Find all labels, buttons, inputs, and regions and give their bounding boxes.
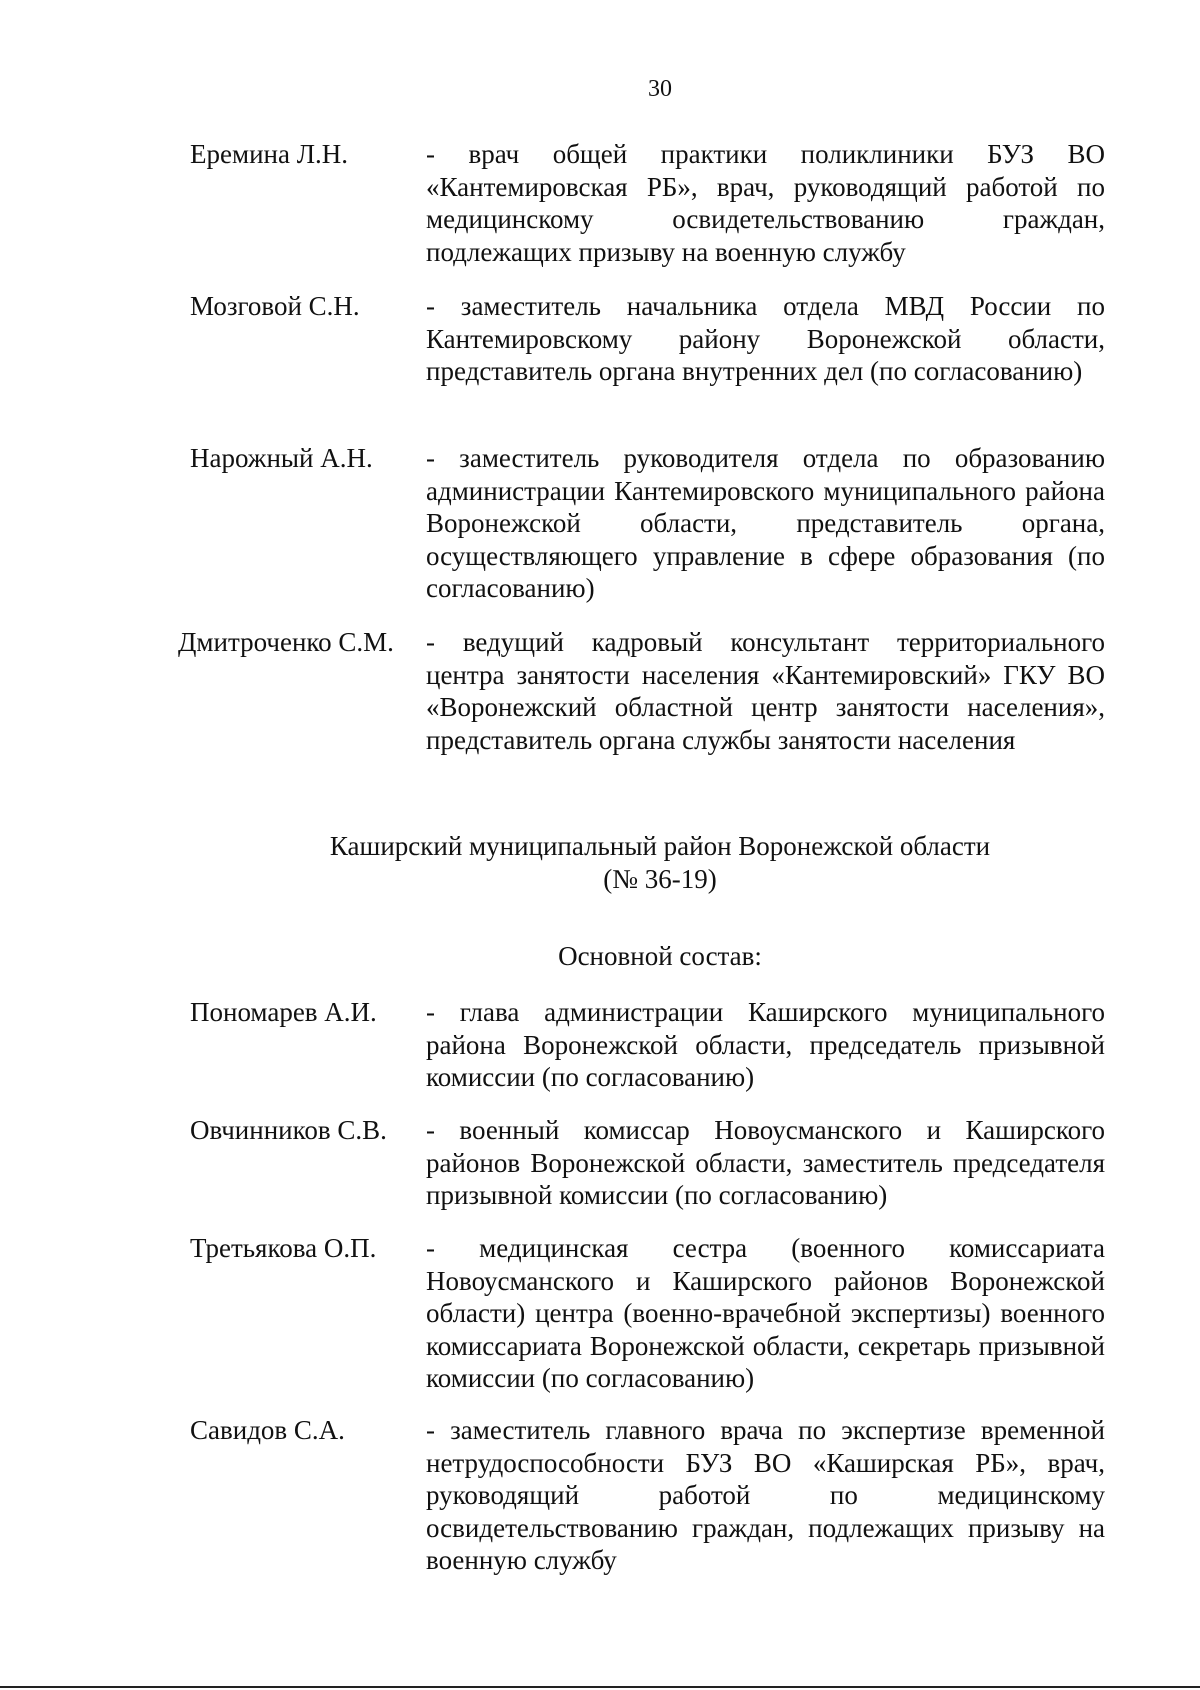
member-name: Савидов С.А.: [190, 1415, 345, 1445]
member-name: Мозговой С.Н.: [190, 291, 360, 321]
member-role: - глава администрации Каширского муниципального района Воронежской области, председатель призывной комиссии (по согласованию): [426, 997, 1105, 1092]
member-entry: [190, 1414, 1105, 1577]
member-name: Пономарев А.И.: [190, 997, 377, 1027]
member-name: Дмитроченко С.М.: [178, 627, 394, 657]
member-name: Овчинников С.В.: [190, 1115, 387, 1145]
member-entry: [190, 996, 1105, 1094]
member-name: Третьякова О.П.: [190, 1233, 377, 1263]
member-entry: [190, 138, 1105, 268]
member-role: - медицинская сестра (военного комиссариата Новоусманского и Каширского районов Воронежской области) центра (военно-врачебной экспертизы) военного комиссариата Воронежской области, секретарь призывной комиссии (по согласованию): [426, 1233, 1105, 1393]
member-entry: [190, 442, 1105, 605]
composition-heading: Основной состав:: [558, 941, 762, 971]
district-number: (№ 36-19): [603, 864, 717, 894]
member-role: - заместитель главного врача по экспертизе временной нетрудоспособности БУЗ ВО «Каширская РБ», врач, руководящий работой по медицинскому освидетельствованию граждан, подлежащих призыву на военную службу: [426, 1415, 1105, 1575]
member-name: Еремина Л.Н.: [190, 139, 349, 169]
member-entry: [190, 1232, 1105, 1395]
member-entry: [190, 1114, 1105, 1212]
member-entry: [190, 290, 1105, 388]
member-role: - ведущий кадровый консультант территориального центра занятости населения «Кантемировский» ГКУ ВО «Воронежский областной центр занятости населения», представитель органа службы занятости населения: [426, 627, 1105, 755]
member-role: - заместитель руководителя отдела по образованию администрации Кантемировского муниципального района Воронежской области, представитель органа, осуществляющего управление в сфере образования (по согласованию): [426, 443, 1105, 603]
member-entry: [178, 626, 1105, 756]
member-role: - военный комиссар Новоусманского и Каширского районов Воронежской области, заместитель председателя призывной комиссии (по согласованию): [426, 1115, 1105, 1210]
scan-edge-line: [0, 1686, 1200, 1688]
member-role: - заместитель начальника отдела МВД России по Кантемировскому району Воронежской области, представитель органа внутренних дел (по согласованию): [426, 291, 1105, 386]
district-title: Каширский муниципальный район Воронежской области: [329, 831, 991, 861]
member-name: Нарожный А.Н.: [190, 443, 373, 473]
member-role: - врач общей практики поликлиники БУЗ ВО «Кантемировская РБ», врач, руководящий работой по медицинскому освидетельствованию граждан, подлежащих призыву на военную службу: [426, 139, 1105, 267]
page-number: 30: [648, 76, 672, 102]
